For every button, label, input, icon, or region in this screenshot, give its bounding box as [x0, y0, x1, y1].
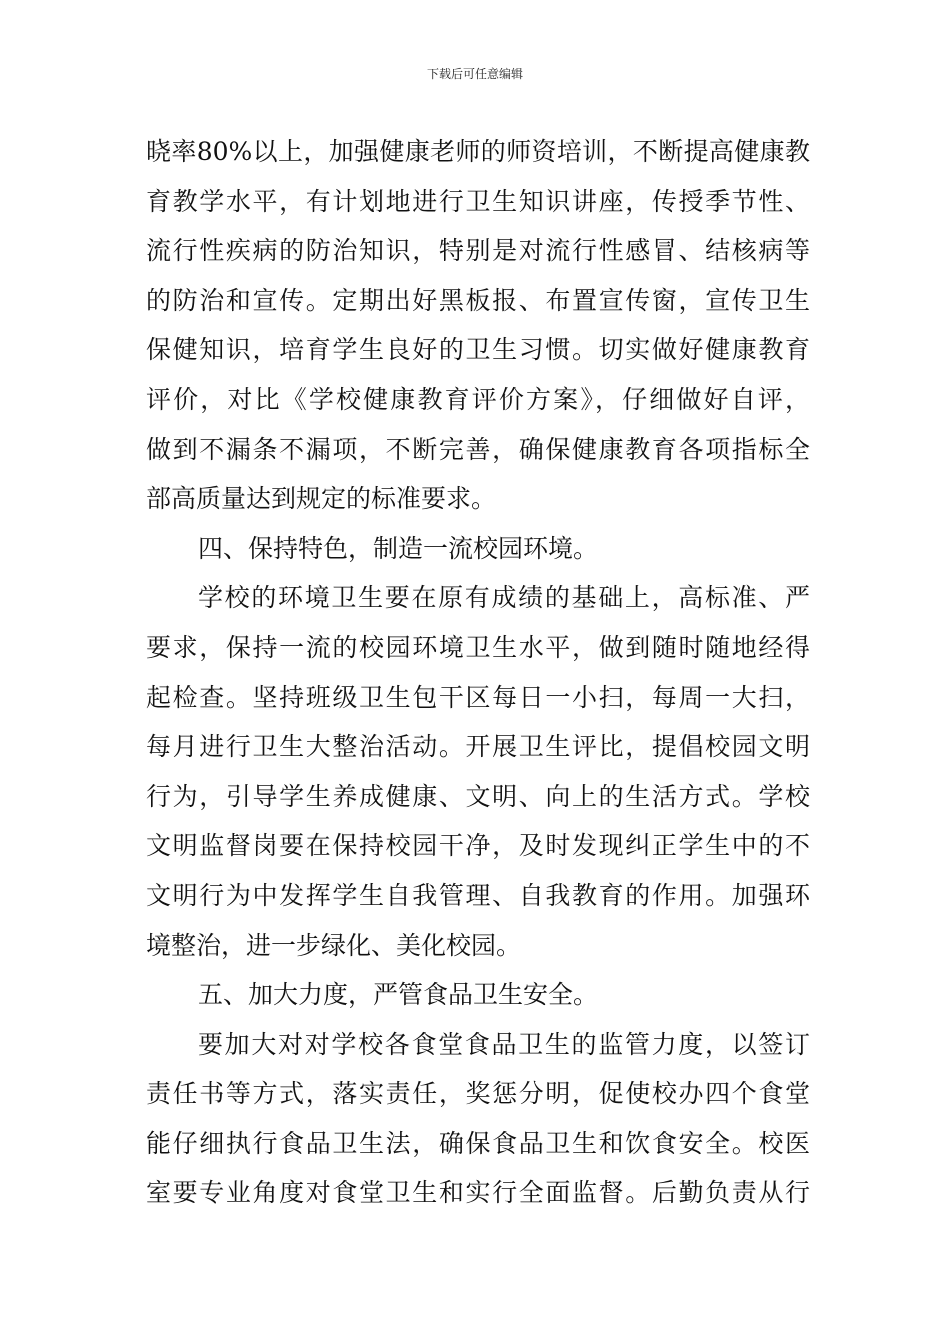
page-header-note: 下载后可任意编辑: [426, 67, 523, 81]
text-line: 评价，对比《学校健康教育评价方案》，仔细做好自评，: [146, 384, 810, 414]
text-line: 学校的环境卫生要在原有成绩的基础上，高标准、严: [198, 583, 810, 613]
document-body: [146, 127, 810, 1218]
text-line: 做到不漏条不漏项，不断完善，确保健康教育各项指标全: [146, 434, 810, 464]
text-line: 境整治，进一步绿化、美化校园。: [146, 930, 522, 960]
text-line: 每月进行卫生大整治活动。开展卫生评比，提倡校园文明: [146, 732, 810, 762]
text-line: 责任书等方式，落实责任，奖惩分明，促使校办四个食堂: [146, 1079, 810, 1109]
text-line: 晓率80%以上，加强健康老师的师资培训，不断提高健康教: [146, 137, 810, 166]
text-line: 文明行为中发挥学生自我管理、自我教育的作用。加强环: [146, 880, 810, 910]
text-line: 育教学水平，有计划地进行卫生知识讲座，传授季节性、: [146, 186, 810, 216]
text-line: 起检查。坚持班级卫生包干区每日一小扫，每周一大扫，: [146, 682, 810, 712]
text-line: 能仔细执行食品卫生法，确保食品卫生和饮食安全。校医: [146, 1128, 810, 1158]
text-line: 部高质量达到规定的标准要求。: [146, 484, 497, 514]
text-line: 要求，保持一流的校园环境卫生水平，做到随时随地经得: [146, 632, 810, 662]
text-line: 要加大对对学校各食堂食品卫生的监管力度，以签订: [198, 1029, 810, 1059]
text-line: 室要专业角度对食堂卫生和实行全面监督。后勤负责从行: [146, 1178, 810, 1208]
text-line: 的防治和宣传。定期出好黑板报、布置宣传窗，宣传卫生: [146, 285, 810, 315]
text-line: 保健知识，培育学生良好的卫生习惯。切实做好健康教育: [146, 335, 810, 365]
section-heading: 五、加大力度，严管食品卫生安全。: [198, 980, 599, 1010]
section-heading: 四、保持特色，制造一流校园环境。: [198, 533, 599, 563]
text-line: 行为，引导学生养成健康、文明、向上的生活方式。学校: [146, 781, 810, 811]
text-line: 文明监督岗要在保持校园干净，及时发现纠正学生中的不: [146, 831, 810, 861]
text-line: 流行性疾病的防治知识，特别是对流行性感冒、结核病等: [146, 236, 810, 266]
